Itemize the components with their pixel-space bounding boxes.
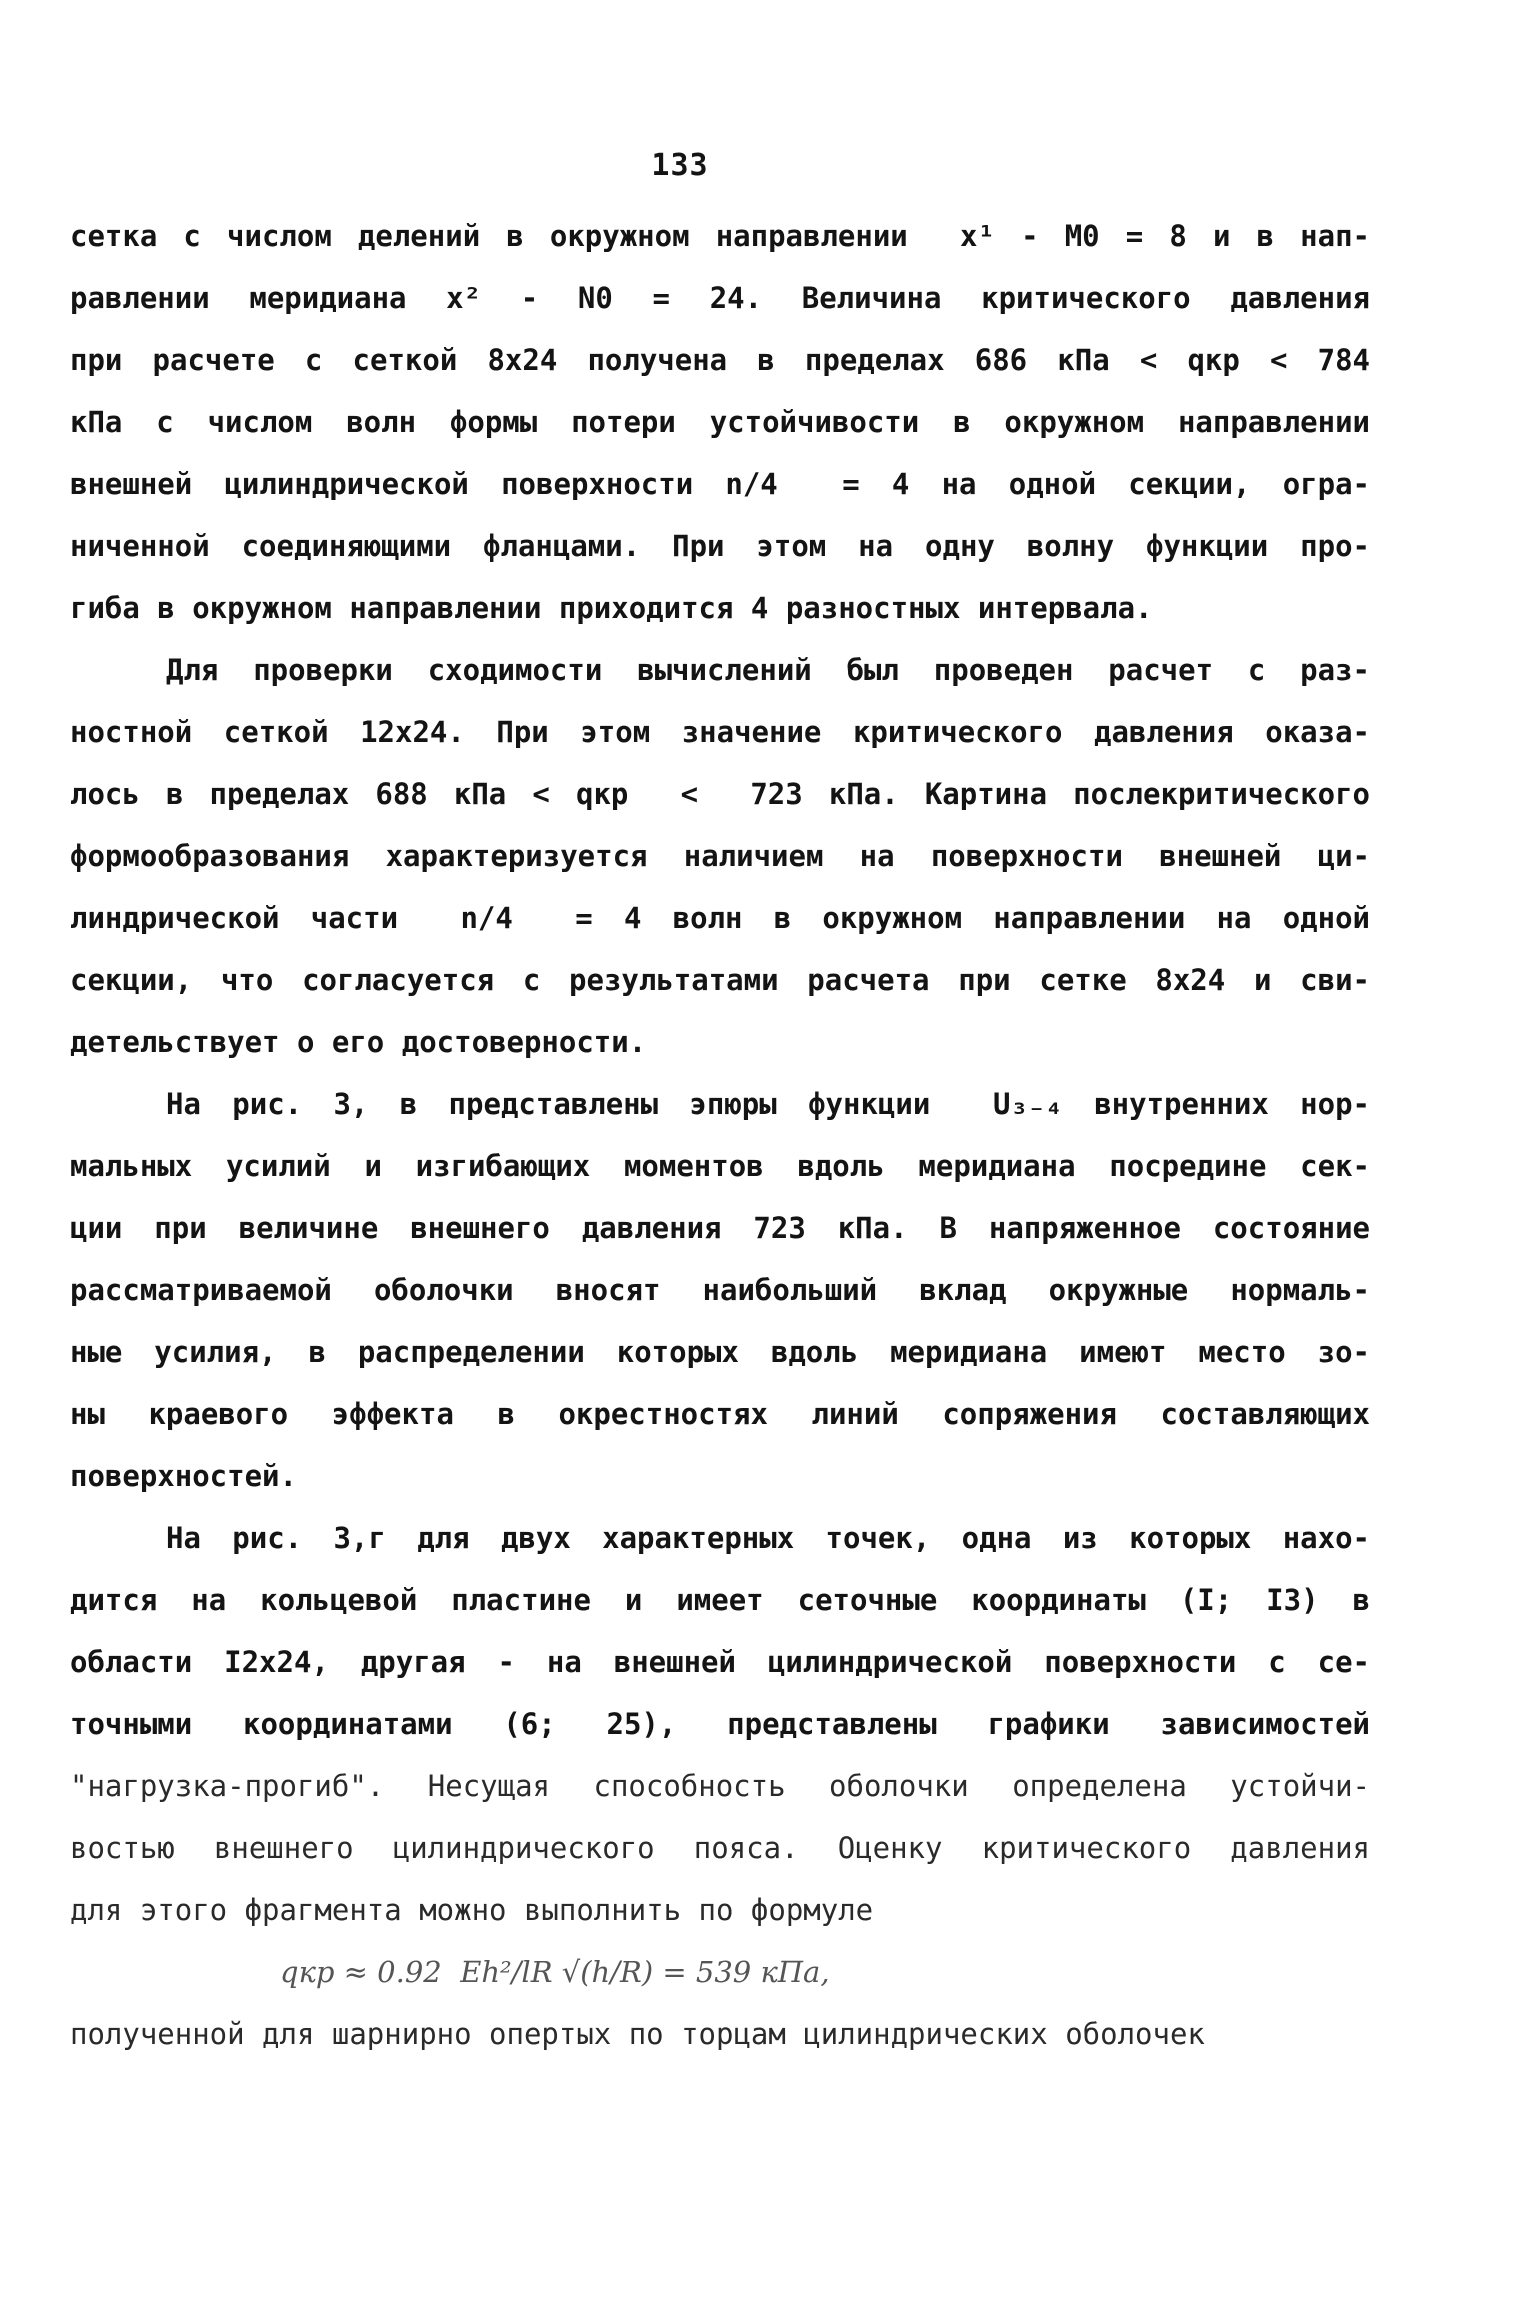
text-line: востью внешнего цилиндрического пояса. Оценку критического давления <box>70 1831 1370 1865</box>
text-line: ции при величине внешнего давления 723 кПа. В напряженное состояние <box>70 1211 1370 1245</box>
text-line: кПа с числом волн формы потери устойчивости в окружном направлении <box>70 405 1370 439</box>
text-line: ные усилия, в распределении которых вдоль меридиана имеют место зо- <box>70 1335 1370 1369</box>
closing-line: полученной для шарнирно опертых по торцам цилиндрических оболочек <box>70 2017 1205 2051</box>
text-line: ниченной соединяющими фланцами. При этом на одну волну функции про- <box>70 529 1370 563</box>
page-number: 133 <box>651 148 709 183</box>
text-line: внешней цилиндрической поверхности n/4 = 4 на одной секции, огра- <box>70 467 1370 501</box>
text-line: мальных усилий и изгибающих моментов вдоль меридиана посредине сек- <box>70 1149 1370 1183</box>
text-line: области I2x24, другая - на внешней цилиндрической поверхности с се- <box>70 1645 1370 1679</box>
text-line: поверхностей. <box>70 1459 297 1493</box>
paragraph-1 <box>70 205 1370 639</box>
text-line: "нагрузка-прогиб". Несущая способность оболочки определена устойчи- <box>70 1769 1370 1803</box>
text-line: для этого фрагмента можно выполнить по формуле <box>70 1893 874 1927</box>
text-line: На рис. 3,г для двух характерных точек, одна из которых нахо- <box>166 1521 1370 1555</box>
text-line: рассматриваемой оболочки вносят наибольший вклад окружные нормаль- <box>70 1273 1370 1307</box>
text-line: На рис. 3, в представлены эпюры функции U₃₋₄ внутренних нор- <box>166 1087 1370 1121</box>
text-line: детельствует о его достоверности. <box>70 1025 647 1059</box>
text-line: гиба в окружном направлении приходится 4 разностных интервала. <box>70 591 1153 625</box>
text-line: при расчете с сеткой 8x24 получена в пределах 686 кПа < qкр < 784 <box>70 343 1370 377</box>
paragraph-2 <box>70 639 1370 1073</box>
text-line: равлении меридиана x² - N0 = 24. Величина критического давления <box>70 281 1370 315</box>
text-line: линдрической части n/4 = 4 волн в окружном направлении на одной <box>70 901 1370 935</box>
text-line: секции, что согласуется с результатами расчета при сетке 8x24 и сви- <box>70 963 1370 997</box>
text-line: дится на кольцевой пластине и имеет сеточные координаты (I; I3) в <box>70 1583 1370 1617</box>
paragraph-4 <box>70 1507 1370 1941</box>
text-line: формообразования характеризуется наличием на поверхности внешней ци- <box>70 839 1370 873</box>
body-text <box>70 205 1370 2065</box>
paragraph-3 <box>70 1073 1370 1507</box>
text-line: лось в пределах 688 кПа < qкр < 723 кПа. Картина послекритического <box>70 777 1370 811</box>
text-line: сетка с числом делений в окружном направлении x¹ - M0 = 8 и в нап- <box>70 219 1370 253</box>
text-line: ностной сеткой 12x24. При этом значение критического давления оказа- <box>70 715 1370 749</box>
formula: qкр ≈ 0.92 Eh²/lR √(h/R) = 539 кПа, <box>280 1955 830 1989</box>
text-line: Для проверки сходимости вычислений был проведен расчет с раз- <box>166 653 1370 687</box>
text-line: ны краевого эффекта в окрестностях линий сопряжения составляющих <box>70 1397 1370 1431</box>
text-line: точными координатами (6; 25), представлены графики зависимостей <box>70 1707 1370 1741</box>
